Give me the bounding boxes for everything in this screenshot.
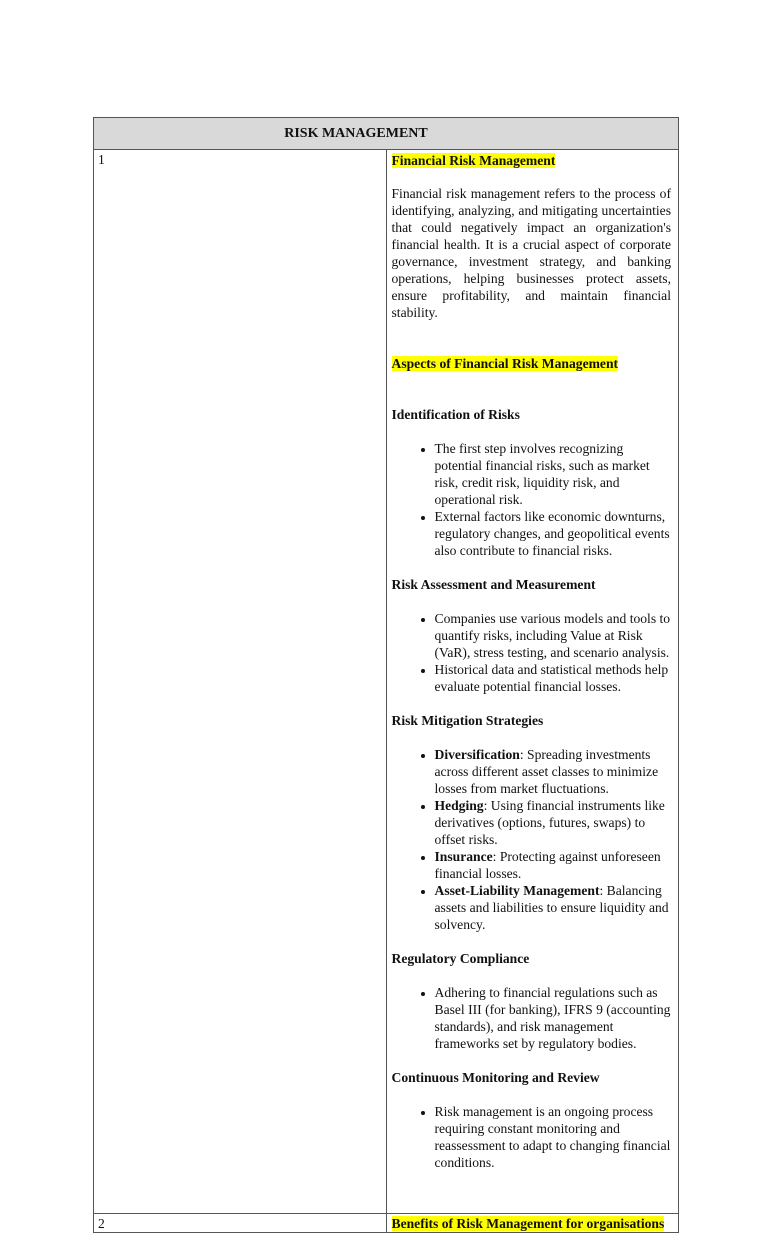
list-item — [435, 440, 672, 508]
row-number: 1 — [98, 152, 105, 167]
bullet-list-identification — [392, 440, 672, 559]
list-item — [435, 746, 672, 797]
section-title: Benefits of Risk Management for organisations — [391, 1216, 665, 1231]
table-header-cell — [94, 118, 679, 150]
list-item-text: : Using financial instruments like derivatives (options, futures, swaps) to offset risks. — [434, 798, 665, 847]
table-row-2 — [94, 1214, 679, 1233]
list-item-text: Adhering to financial regulations such as Basel III (for banking), IFRS 9 (accounting standards), and risk management frameworks set by regulatory bodies. — [434, 985, 671, 1051]
list-item — [435, 882, 672, 933]
row-number-cell — [94, 1214, 387, 1233]
list-item-term: Insurance — [434, 849, 493, 864]
list-item-term: Diversification — [434, 747, 520, 762]
section-title: Financial Risk Management — [391, 153, 556, 168]
subsection-heading-mitigation: Risk Mitigation Strategies — [391, 713, 544, 728]
table-row-1 — [94, 150, 679, 1214]
subsection-heading-assessment: Risk Assessment and Measurement — [391, 577, 596, 592]
list-item-term: Hedging — [434, 798, 484, 813]
list-item-text: The first step involves recognizing potential financial risks, such as market risk, credit risk, liquidity risk, and operational risk. — [434, 441, 650, 507]
row-content-cell — [386, 150, 679, 1214]
list-item-text: Risk management is an ongoing process requiring constant monitoring and reassessment to adapt to changing financial conditions. — [434, 1104, 671, 1170]
risk-management-table — [93, 117, 679, 1233]
list-item — [435, 797, 672, 848]
list-item-text: External factors like economic downturns, regulatory changes, and geopolitical events also contribute to financial risks. — [434, 509, 670, 558]
list-item-text: : Protecting against unforeseen financial losses. — [434, 849, 661, 881]
list-item-text: : Balancing assets and liabilities to ensure liquidity and solvency. — [434, 883, 669, 932]
aspects-heading: Aspects of Financial Risk Management — [391, 356, 619, 371]
table-title: RISK MANAGEMENT — [284, 126, 428, 141]
subsection-heading-compliance: Regulatory Compliance — [391, 951, 530, 966]
intro-paragraph: Financial risk management refers to the process of identifying, analyzing, and mitigating uncertainties that could negatively impact an organization's financial health. It is a crucial aspect of corporate governance, investment strategy, and banking operations, helping businesses protect assets, ensure profitability, and maintain financial stability. — [391, 186, 671, 320]
bullet-list-monitoring — [392, 1103, 672, 1171]
subsection-heading-identification: Identification of Risks — [391, 407, 520, 422]
list-item-term: Asset-Liability Management — [434, 883, 600, 898]
list-item-text: Historical data and statistical methods help evaluate potential financial losses. — [434, 662, 669, 694]
list-item — [435, 984, 672, 1052]
list-item-text: Companies use various models and tools to quantify risks, including Value at Risk (VaR), stress testing, and scenario analysis. — [434, 611, 671, 660]
table-header-row — [94, 118, 679, 150]
list-item — [435, 1103, 672, 1171]
list-item — [435, 508, 672, 559]
row-content-cell — [386, 1214, 679, 1233]
bullet-list-assessment — [392, 610, 672, 695]
list-item — [435, 848, 672, 882]
subsection-heading-monitoring: Continuous Monitoring and Review — [391, 1070, 600, 1085]
list-item — [435, 661, 672, 695]
bullet-list-compliance — [392, 984, 672, 1052]
bullet-list-mitigation — [392, 746, 672, 933]
row-number: 2 — [98, 1216, 105, 1231]
list-item-text: : Spreading investments across different asset classes to minimize losses from market fluctuations. — [434, 747, 659, 796]
row-number-cell — [94, 150, 387, 1214]
list-item — [435, 610, 672, 661]
